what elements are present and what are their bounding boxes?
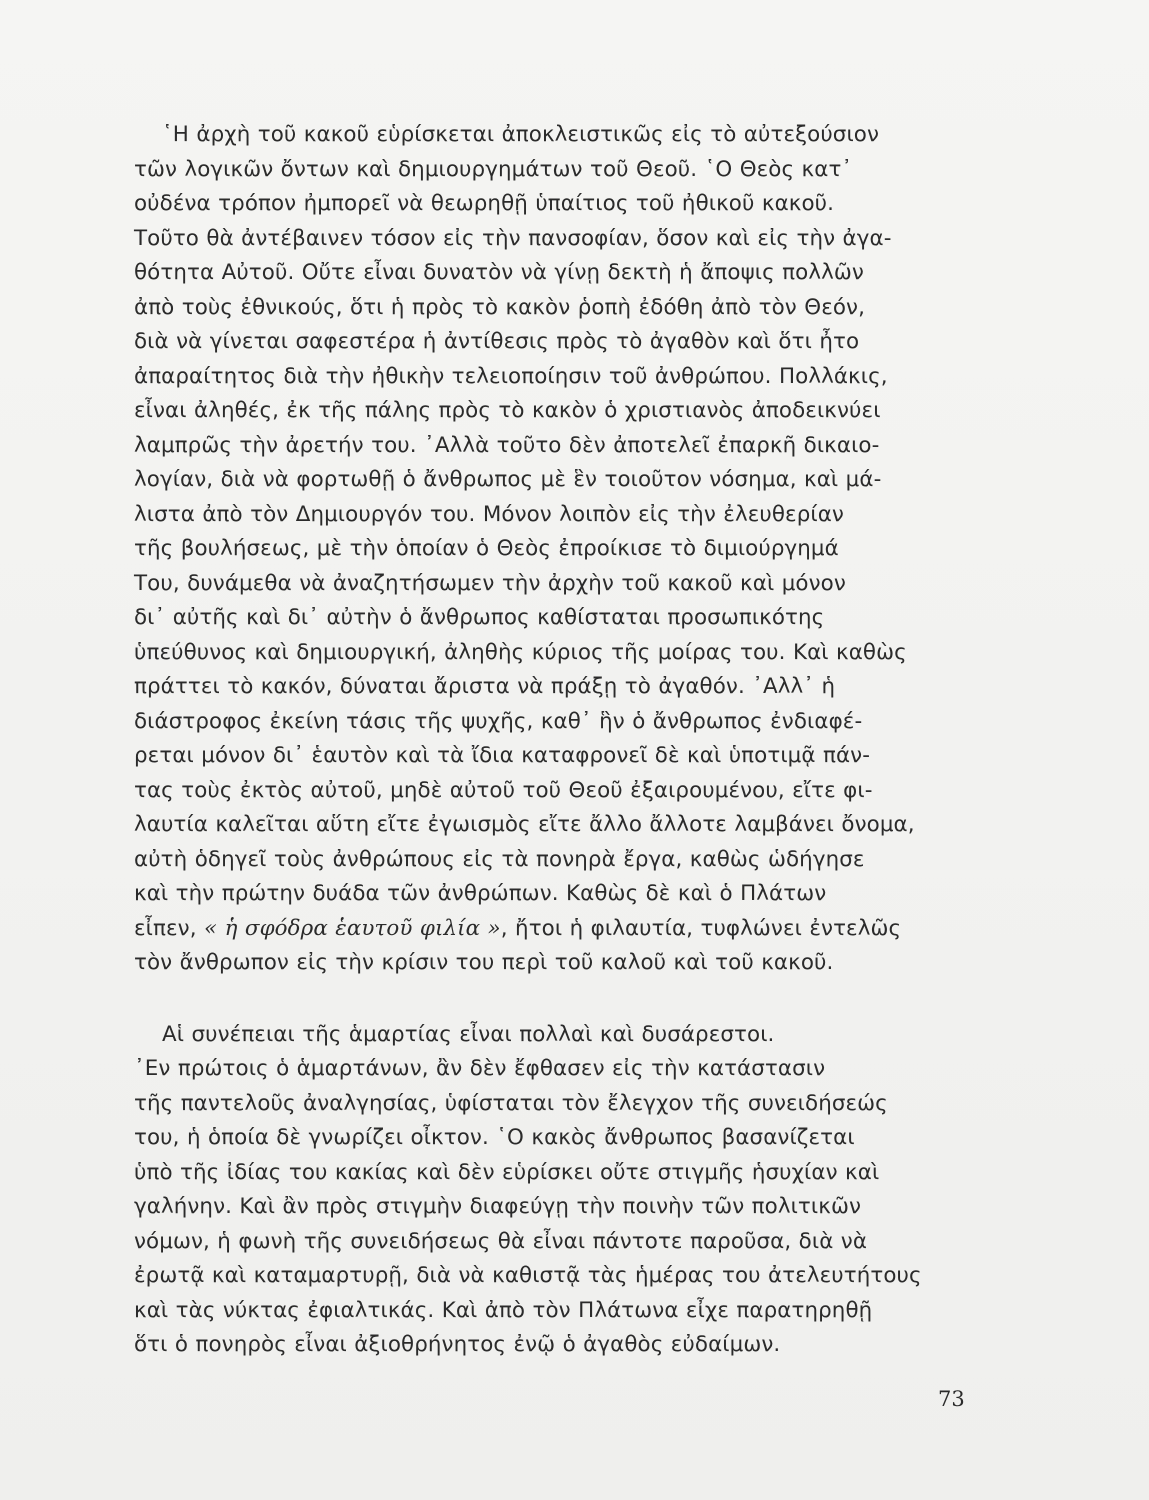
text-line: τὸν ἄνθρωπον εἰς τὴν κρίσιν του περὶ τοῦ καλοῦ καὶ τοῦ κακοῦ. xyxy=(134,950,834,975)
text-line: ὑπεύθυνος καὶ δημιουργική, ἀληθὴς κύριος τῆς μοίρας του. Καὶ καθὼς xyxy=(134,639,907,665)
text-line: καὶ τὴν πρώτην δυάδα τῶν ἀνθρώπων. Καθὼς δὲ καὶ ὁ Πλάτων xyxy=(134,881,827,906)
text-line: ὅτι ὁ πονηρὸς εἶναι ἀξιοθρήνητος ἐνῷ ὁ ἀγαθὸς εὐδαίμων. xyxy=(134,1332,781,1357)
text-line: λαυτία καλεῖται αὕτη εἴτε ἐγωισμὸς εἴτε ἄλλο ἄλλοτε λαμβάνει ὄνομα, xyxy=(134,812,915,837)
paragraph-1 xyxy=(134,118,984,912)
text-line: ρεται μόνον δι᾽ ἑαυτὸν καὶ τὰ ἴδια καταφρονεῖ δὲ καὶ ὑποτιμᾷ πάν- xyxy=(134,743,871,768)
text-line: Τοῦτο θὰ ἀντέβαινεν τόσον εἰς τὴν πανσοφίαν, ὅσον καὶ εἰς τὴν ἀγα- xyxy=(134,225,892,251)
page-number: 73 xyxy=(938,1387,965,1411)
plato-quote: « ἡ σφόδρα ἑαυτοῦ φιλία » xyxy=(204,915,501,941)
text-line: τῆς βουλήσεως, μὲ τὴν ὁποίαν ὁ Θεὸς ἐπροίκισε τὸ διμιούργημά xyxy=(134,536,839,561)
text-line: διάστροφος ἐκείνη τάσις τῆς ψυχῆς, καθ᾽ ἣν ὁ ἄνθρωπος ἐνδιαφέ- xyxy=(134,708,863,734)
text-line: οὐδένα τρόπον ἠμπορεῖ νὰ θεωρηθῇ ὑπαίτιος τοῦ ἠθικοῦ κακοῦ. xyxy=(134,191,835,216)
text-line: ἐρωτᾷ καὶ καταμαρτυρῇ, διὰ νὰ καθιστᾷ τὰς ἡμέρας του ἀτελευτήτους xyxy=(134,1263,922,1288)
text-line: γαλήνην. Καὶ ἂν πρὸς στιγμὴν διαφεύγῃ τὴν ποινὴν τῶν πολιτικῶν xyxy=(134,1194,862,1219)
text-line: αὐτὴ ὁδηγεῖ τοὺς ἀνθρώπους εἰς τὰ πονηρὰ ἔργα, καθὼς ὡδήγησε xyxy=(134,846,865,872)
text-line: τῶν λογικῶν ὄντων καὶ δημιουργημάτων τοῦ Θεοῦ. ῾Ο Θεὸς κατ᾽ xyxy=(134,156,853,182)
text-line: τῆς παντελοῦς ἀναλγησίας, ὑφίσταται τὸν ἔλεγχον τῆς συνειδήσεώς xyxy=(134,1090,888,1116)
text-line: διὰ νὰ γίνεται σαφεστέρα ἡ ἀντίθεσις πρὸς τὸ ἀγαθὸν καὶ ὅτι ἦτο xyxy=(134,329,860,354)
text-line: λαμπρῶς τὴν ἀρετήν του. ᾿Αλλὰ τοῦτο δὲν ἀποτελεῖ ἐπαρκῆ δικαιο- xyxy=(134,432,880,458)
text-line: ἀπὸ τοὺς ἐθνικούς, ὅτι ἡ πρὸς τὸ κακὸν ῥοπὴ ἐδόθη ἀπὸ τὸν Θεόν, xyxy=(134,294,865,320)
text-line: εἶναι ἀληθές, ἐκ τῆς πάλης πρὸς τὸ κακὸν ὁ χριστιανὸς ἀποδεικνύει xyxy=(134,398,881,423)
text-line: Του, δυνάμεθα νὰ ἀναζητήσωμεν τὴν ἀρχὴν τοῦ κακοῦ καὶ μόνον xyxy=(134,570,846,596)
text-line: νόμων, ἡ φωνὴ τῆς συνειδήσεως θὰ εἶναι πάντοτε παροῦσα, διὰ νὰ xyxy=(134,1228,868,1254)
text-line: λιστα ἀπὸ τὸν Δημιουργόν του. Μόνον λοιπὸν εἰς τὴν ἐλευθερίαν xyxy=(134,501,844,527)
text-line-quote: εἶπεν, « ἡ σφόδρα ἑαυτοῦ φιλία », ἤτοι ἡ φιλαυτία, τυφλώνει ἐντελῶς xyxy=(134,915,902,941)
paragraph-1-end xyxy=(134,946,984,981)
text-line: ὑπὸ τῆς ἰδίας του κακίας καὶ δὲν εὑρίσκει οὔτε στιγμῆς ἡσυχίαν καὶ xyxy=(134,1159,880,1185)
paragraph-2 xyxy=(134,1018,984,1363)
text-line: Αἱ συνέπειαι τῆς ἁμαρτίας εἶναι πολλαὶ καὶ δυσάρεστοι. xyxy=(162,1021,775,1047)
text-line: του, ἡ ὁποία δὲ γνωρίζει οἶκτον. ῾Ο κακὸς ἄνθρωπος βασανίζεται xyxy=(134,1125,855,1150)
text-line: θότητα Αὐτοῦ. Οὔτε εἶναι δυνατὸν νὰ γίνῃ δεκτὴ ἡ ἄποψις πολλῶν xyxy=(134,260,864,285)
text-line: καὶ τὰς νύκτας ἐφιαλτικάς. Καὶ ἀπὸ τὸν Πλάτωνα εἶχε παρατηρηθῇ xyxy=(134,1297,873,1323)
text-line: ῾Η ἀρχὴ τοῦ κακοῦ εὑρίσκεται ἀποκλειστικῶς εἰς τὸ αὐτεξούσιον xyxy=(162,122,880,147)
text-line: πράττει τὸ κακόν, δύναται ἄριστα νὰ πράξῃ τὸ ἀγαθόν. ᾿Αλλ᾽ ἡ xyxy=(134,674,836,699)
text-line: δι᾽ αὐτῆς καὶ δι᾽ αὐτὴν ὁ ἄνθρωπος καθίσταται προσωπικότης xyxy=(134,605,825,630)
text-line: τας τοὺς ἐκτὸς αὐτοῦ, μηδὲ αὐτοῦ τοῦ Θεοῦ ἐξαιρουμένου, εἴτε φι- xyxy=(134,777,873,803)
text-line: λογίαν, διὰ νὰ φορτωθῇ ὁ ἄνθρωπος μὲ ἓν τοιοῦτον νόσημα, καὶ μά- xyxy=(134,467,882,492)
body-text xyxy=(134,118,984,1363)
text-line: ᾿Εν πρώτοις ὁ ἁμαρτάνων, ἂν δὲν ἔφθασεν εἰς τὴν κατάστασιν xyxy=(134,1056,826,1081)
text-line: ἀπαραίτητος διὰ τὴν ἠθικὴν τελειοποίησιν τοῦ ἀνθρώπου. Πολλάκις, xyxy=(134,363,888,389)
